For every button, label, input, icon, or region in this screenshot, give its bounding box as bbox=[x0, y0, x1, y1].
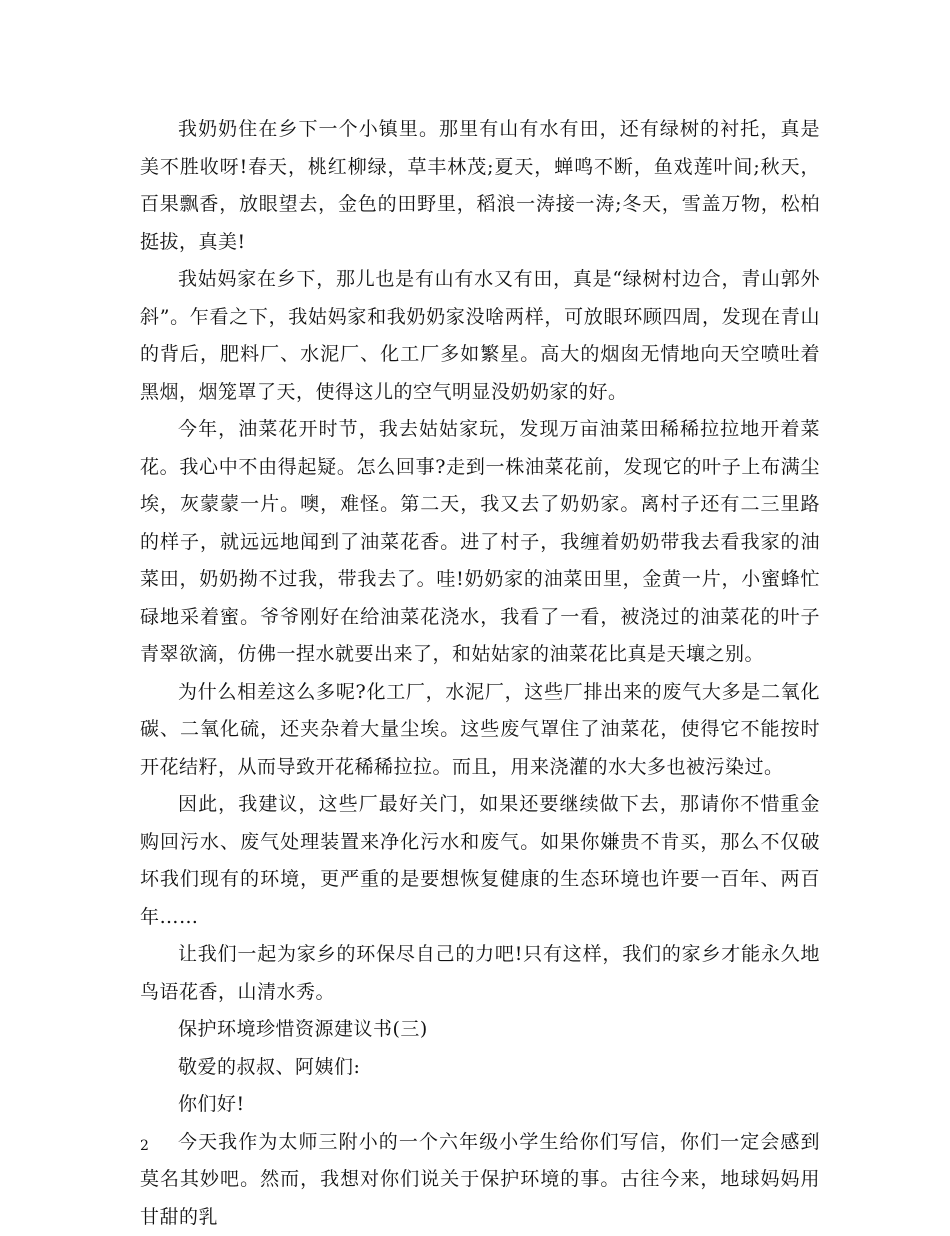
paragraph-call-to-action: 让我们一起为家乡的环保尽自己的力吧!只有这样，我们的家乡才能永久地鸟语花香，山清水秀。 bbox=[140, 936, 820, 1011]
paragraph-suggestion: 因此，我建议，这些厂最好关门，如果还要继续做下去，那请你不惜重金购回污水、废气处理装置来净化污水和废气。如果你嫌贵不肯买，那么不仅破坏我们现有的环境，更严重的是要想恢复健康的生态环境也许要一百年、两百年…… bbox=[140, 786, 820, 936]
paragraph-letter-intro: 今天我作为太师三附小的一个六年级小学生给你们写信，你们一定会感到莫名其妙吧。然而，我想对你们说关于保护环境的事。古往今来，地球妈妈用甘甜的乳 bbox=[140, 1124, 820, 1236]
document-body bbox=[140, 111, 820, 1236]
paragraph-aunt-home: 我姑妈家在乡下，那儿也是有山有水又有田，真是“绿树村边合，青山郭外斜”。乍看之下，我姑妈家和我奶奶家没啥两样，可放眼环顾四周，发现在青山的背后，肥料厂、水泥厂、化工厂多如繁星。高大的烟囱无情地向天空喷吐着黑烟，烟笼罩了天，使得这儿的空气明显没奶奶家的好。 bbox=[140, 261, 820, 411]
section-title: 保护环境珍惜资源建议书(三) bbox=[140, 1011, 820, 1049]
paragraph-pollution-cause: 为什么相差这么多呢?化工厂，水泥厂，这些厂排出来的废气大多是二氧化碳、二氧化硫，还夹杂着大量尘埃。这些废气罩住了油菜花，使得它不能按时开花结籽，从而导致开花稀稀拉拉。而且，用来浇灌的水大多也被污染过。 bbox=[140, 674, 820, 787]
page-number: 2 bbox=[140, 1138, 149, 1154]
letter-greeting: 你们好! bbox=[140, 1086, 820, 1124]
paragraph-grandma-town: 我奶奶住在乡下一个小镇里。那里有山有水有田，还有绿树的衬托，真是美不胜收呀!春天，桃红柳绿，草丰林茂;夏天，蝉鸣不断，鱼戏莲叶间;秋天，百果飘香，放眼望去，金色的田野里，稻浪一涛接一涛;冬天，雪盖万物，松柏挺拔，真美! bbox=[140, 111, 820, 261]
letter-salutation: 敬爱的叔叔、阿姨们: bbox=[140, 1049, 820, 1087]
paragraph-rapeseed-flowers: 今年，油菜花开时节，我去姑姑家玩，发现万亩油菜田稀稀拉拉地开着菜花。我心中不由得起疑。怎么回事?走到一株油菜花前，发现它的叶子上布满尘埃，灰蒙蒙一片。噢，难怪。第二天，我又去了奶奶家。离村子还有二三里路的样子，就远远地闻到了油菜花香。进了村子，我缠着奶奶带我去看我家的油菜田，奶奶拗不过我，带我去了。哇!奶奶家的油菜田里，金黄一片，小蜜蜂忙碌地采着蜜。爷爷刚好在给油菜花浇水，我看了一看，被浇过的油菜花的叶子青翠欲滴，仿佛一捏水就要出来了，和姑姑家的油菜花比真是天壤之别。 bbox=[140, 411, 820, 674]
